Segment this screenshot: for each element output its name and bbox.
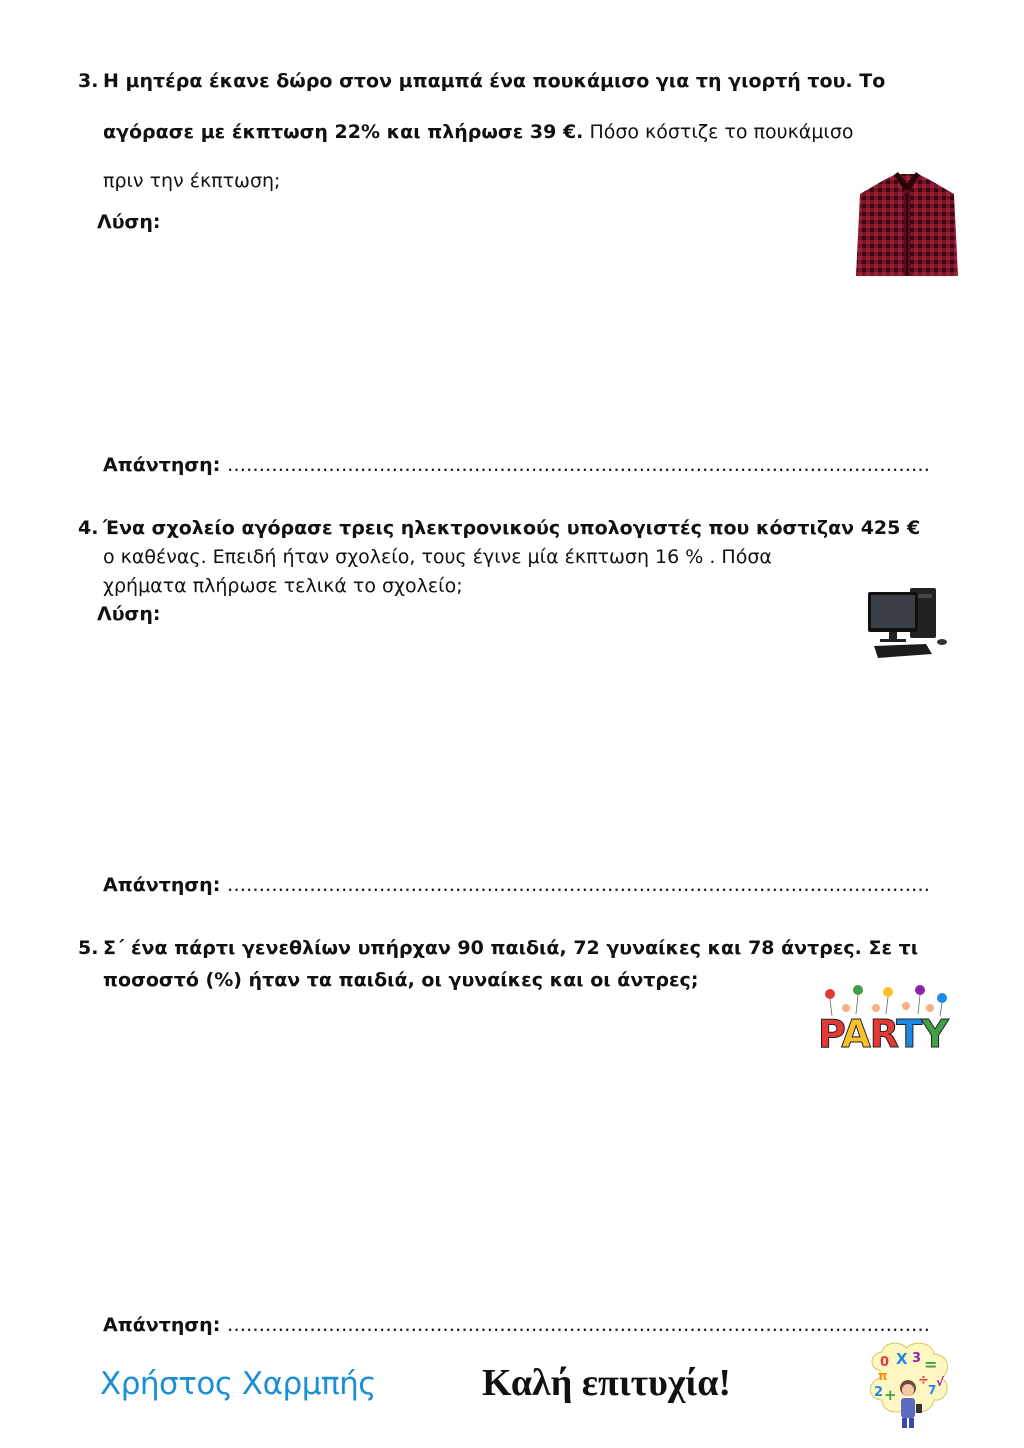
q4-answer-label: Απάντηση: [103,874,221,896]
math-symbol-x: X [896,1350,908,1368]
computer-image [862,584,952,660]
party-word: PARTY [818,1012,948,1056]
good-luck-text: Καλή επιτυχία! [482,1362,732,1404]
math-symbol-divide: ÷ [918,1373,929,1388]
shirt-image [854,172,960,278]
q4-line-1: Ένα σχολείο αγόρασε τρεις ηλεκτρονικούς υπολογιστές που κόστιζαν 425 € [103,517,921,539]
q5-answer [103,1314,930,1336]
math-symbol-0: 0 [880,1355,890,1370]
q3-line-2-rest: Πόσο κόστιζε το πουκάμισο [589,121,854,143]
q3-answer-dots: ………………………………………………………………………………………………… [226,454,930,476]
q3-answer [103,454,930,476]
q3-solution-label: Λύση: [97,211,161,233]
q3-line-1: Η μητέρα έκανε δώρο στον μπαμπά ένα πουκάμισο για τη γιορτή του. Το [103,70,886,92]
q4-answer [103,874,930,896]
math-symbol-pi: π [878,1369,888,1383]
q4-line-2: ο καθένας. Επειδή ήταν σχολείο, τους έγινε μία έκπτωση 16 % . Πόσα [103,546,772,568]
math-symbol-plus: + [884,1386,897,1404]
q3-line-2 [103,121,854,143]
q4-number: 4. [78,517,99,539]
math-symbol-root: √ [936,1375,945,1389]
math-cloud-image [866,1340,952,1436]
math-symbol-7: 7 [928,1383,937,1397]
q5-line-1: Σ΄ ένα πάρτι γενεθλίων υπήρχαν 90 παιδιά, 72 γυναίκες και 78 άντρες. Σε τι [103,937,919,959]
q5-answer-dots: ………………………………………………………………………………………………… [226,1314,930,1336]
math-symbol-3: 3 [912,1351,922,1366]
q5-line-2: ποσοστό (%) ήταν τα παιδιά, οι γυναίκες και οι άντρες; [103,969,699,991]
author-name: Χρήστος Χαρμπής [100,1366,376,1402]
q3-number: 3. [78,70,99,92]
q4-solution-label: Λύση: [97,603,161,625]
q3-line-3: πριν την έκπτωση; [103,170,281,192]
q5-number: 5. [78,937,99,959]
party-image [818,984,954,1054]
q4-line-3: χρήματα πλήρωσε τελικά το σχολείο; [103,575,463,597]
math-symbol-equals: = [924,1355,938,1374]
q3-line-2-bold: αγόρασε με έκπτωση 22% και πλήρωσε 39 €. [103,121,584,143]
q4-answer-dots: ………………………………………………………………………………………………… [226,874,930,896]
q3-answer-label: Απάντηση: [103,454,221,476]
math-symbol-2: 2 [874,1385,884,1400]
q5-answer-label: Απάντηση: [103,1314,221,1336]
